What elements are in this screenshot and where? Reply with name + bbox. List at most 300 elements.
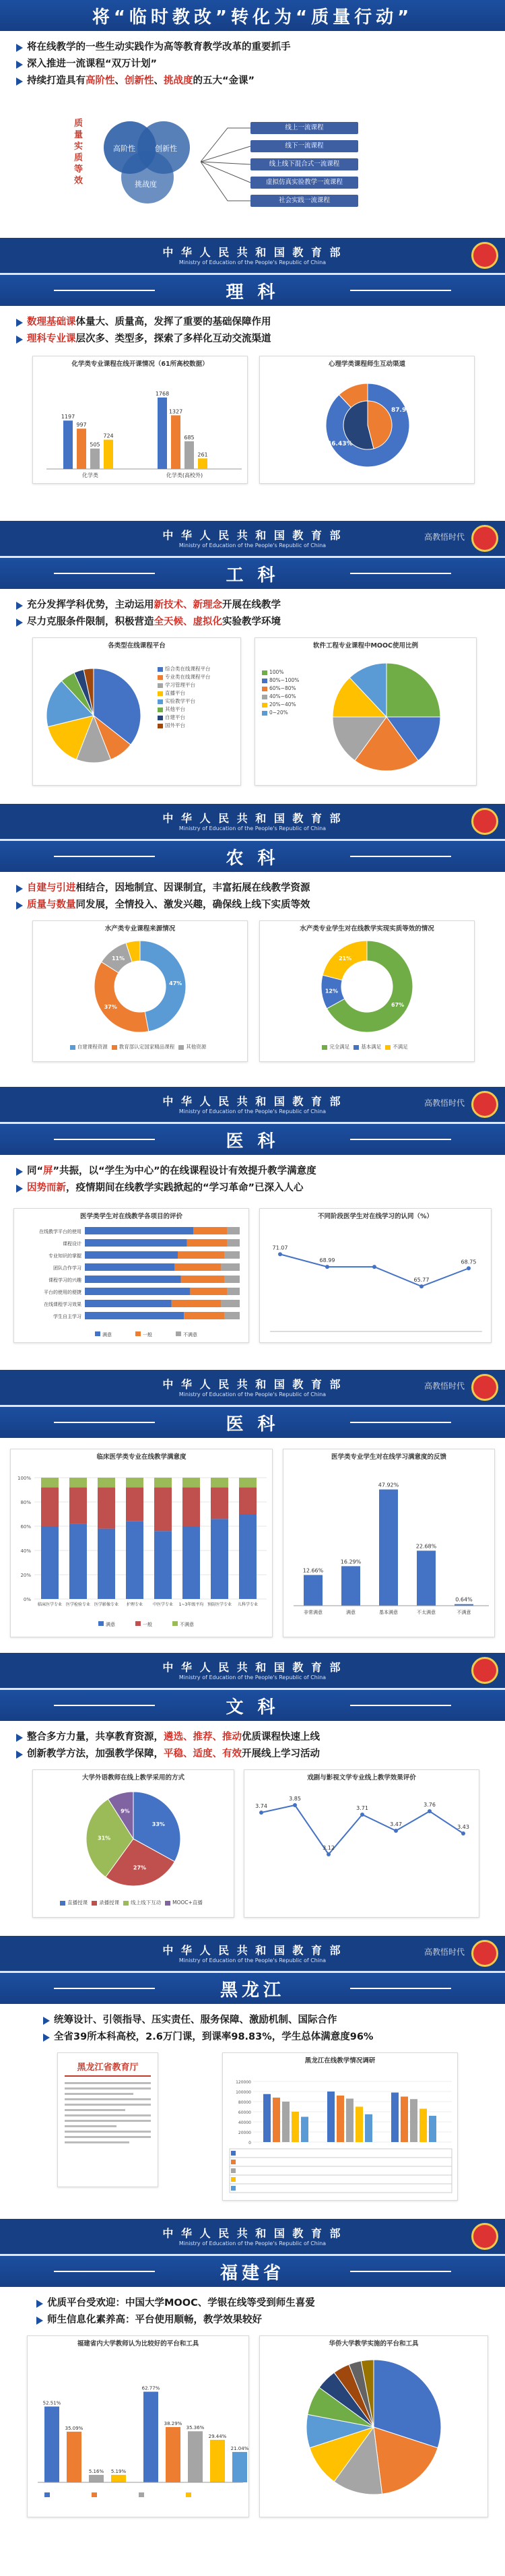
legend-swatch [231,2160,236,2164]
pie-slice [94,962,149,1032]
data-label: 52.51% [42,2400,61,2406]
bar-segment [190,1288,227,1295]
bar-segment [224,1276,240,1283]
slide-header [0,841,505,872]
bullet: 尽力克服条件限制，积极营造全天候、虚拟化实验教学环境 [0,614,505,631]
tick-label: 满意 [346,1610,356,1615]
bar [429,2116,436,2142]
bar [90,449,100,469]
legend-item: 其他资源 [178,1043,206,1051]
table-row [230,2175,452,2184]
national-emblem-icon [471,1374,498,1401]
slide-header [0,2256,505,2287]
bullet: 因势而新，疫情期间在线教学实践掀起的“学习革命”已深入人心 [0,1180,505,1197]
bar-segment [193,1227,228,1234]
chart-huaqiao-tools: 华侨大学教学实施的平台和工具 [259,2335,488,2517]
data-label: 38.29% [164,2420,182,2426]
data-label: 35.36% [186,2425,205,2431]
bar [417,1550,436,1606]
data-point [278,1252,282,1256]
footer: 中 华 人 民 共 和 国 教 育 部 Ministry of Education of the People's Republic of China [0,804,505,839]
data-point [293,1803,297,1807]
footer: 中 华 人 民 共 和 国 教 育 部 Ministry of Education of the People's Republic of China [0,238,505,273]
document-text-lines [65,2082,151,2143]
slide-title: 黑龙江 [220,1980,285,2001]
bar [166,2427,180,2482]
slide-fujian [0,2256,505,2527]
tick-label: 20000 [238,2131,251,2135]
document-thumbnail: 黑龙江省教育厅 [57,2052,158,2187]
bar-segment [178,1251,224,1259]
chart-med-recognition: 不同阶段医学生对在线学习的认同（%） 71.07 68.99 65.77 68.75 [259,1208,492,1343]
bar-segment [98,1529,115,1599]
data-label: 5.16% [88,2468,104,2474]
bar [232,2452,247,2482]
bar-segment [98,1478,115,1487]
tick-label: 化学类 [82,472,98,478]
bullet: 持续打造具有高阶性、创新性、挑战度的五大“金课” [0,73,505,90]
data-point [327,1852,331,1856]
data-label: 67% [391,1001,405,1008]
data-label: 3.74 [255,1803,267,1809]
data-label: 12% [325,988,338,995]
bullet: 创新教学方法，加强教学保障，平稳、适度、有效开展线上学习活动 [0,1746,505,1763]
bar [158,398,167,469]
data-label: 3.47 [390,1821,402,1827]
chart-psychology-interaction [259,356,475,484]
data-label: 1197 [61,414,75,420]
legend-item: 自建课程资源 [70,1043,108,1051]
slide-title: 福建省 [220,2263,285,2284]
data-label: 71.07 [272,1245,288,1251]
national-emblem-icon [471,525,498,552]
data-label: 62.77% [141,2385,160,2391]
national-emblem-icon [471,1940,498,1967]
bullet: 自建与引进相结合，因地制宜、因课制宜，丰富拓展在线教学资源 [0,880,505,897]
legend-swatch [172,1621,178,1626]
data-point [360,1813,364,1817]
legend-label: 满意 [106,1622,115,1627]
bar-segment [182,1487,200,1526]
bullet: 整合多方力量，共享教育资源，遴选、推荐、推动优质课程快速上线 [0,1729,505,1746]
bullet: 优质平台受欢迎：中国大学MOOC、学银在线等受到师生喜爱 [20,2295,505,2312]
data-label: 87.96% [391,407,417,414]
bar-segment [41,1526,59,1599]
data-label: 29.44% [208,2433,227,2439]
pie-slice [386,663,440,717]
bar [67,2432,81,2482]
data-label: 37% [104,1003,117,1010]
legend-swatch [95,1331,100,1336]
bar-segment [85,1227,193,1234]
chart-heilongjiang-survey: 黑龙江在线教学情况调研 0 20000 40000 60000 80000 100000 120000 [222,2052,458,2201]
data-label: 11% [111,955,125,962]
bar-segment [181,1276,224,1283]
data-point [461,1831,465,1835]
tick-label: 护理专业 [126,1602,143,1607]
legend-item: MOOC+直播 [165,1899,203,1907]
tick-label: 中医学专业 [152,1602,174,1607]
data-label: 68.75 [461,1259,477,1265]
bullet: 深入推进一流课程“双万计划” [0,56,505,73]
bar-segment [154,1531,172,1599]
bar [63,420,73,469]
data-label: 3.43 [457,1824,469,1830]
bar-segment [85,1276,181,1283]
slide-header [0,558,505,589]
data-point [372,1265,376,1269]
chart-platform-types: 各类型在线课程平台 综合类在线课程平台 专业类在线课程平台 学习管理平台 直播平台 实验教学平台 其他平台 自建平台 国外平台 [32,637,241,786]
bar-segment [172,1300,222,1307]
tick-label: 平台的使用的便捷 [44,1290,81,1295]
footer: 中 华 人 民 共 和 国 教 育 部 Ministry of Education of the People's Republic of China 高教悟时代 [0,1370,505,1405]
side-label: 质量实质等效 [74,119,83,186]
table-row [230,2149,452,2158]
bar [77,429,86,469]
bar-segment [239,1514,257,1599]
tick-label: 儿科学专业 [237,1602,259,1607]
data-label: 685 [184,434,195,441]
legend-swatch [92,2492,97,2497]
footer: 中 华 人 民 共 和 国 教 育 部 Ministry of Education of the People's Republic of China [0,2219,505,2254]
legend-swatch [231,2151,236,2156]
slide-title: 文 科 [226,1697,279,1718]
legend-item: 录播授课 [92,1899,119,1907]
tick-label: 60% [20,1524,31,1530]
chart-title: 化学类专业课程在线开课情况（61所高校数据） [71,360,209,368]
data-label: 5.19% [110,2468,127,2474]
legend-item: 0~20% [262,709,299,717]
tick-label: 100000 [236,2090,251,2095]
tick-label: 医学检验专业 [65,1602,91,1607]
data-label: 65.77 [413,1277,430,1284]
data-point [428,1809,432,1813]
box-virtual: 虚拟仿真实验教学一流课程 [250,177,358,189]
slide-header [0,1407,505,1438]
legend-item: 不满足 [385,1043,408,1051]
bar [391,2093,399,2143]
legend-item: 完全满足 [322,1043,349,1051]
chart-foreign-language-methods: 大学外语教师在线上教学采用的方式 33% 27% 31% 9% 直播授课 录播授课 线上线下互动 MOOC+直播 [32,1769,234,1918]
bar [410,2099,417,2142]
data-label: 724 [103,433,114,439]
slide-header [0,0,505,31]
table-row [230,2166,452,2175]
data-label: 3.85 [289,1796,301,1802]
tick-label: 课程学习的兴趣 [48,1278,81,1283]
slide-medicine-1 [0,1124,505,1407]
bullet: 理科专业课层次多、类型多，探索了多样化互动交流渠道 [0,331,505,348]
data-label: 505 [90,441,100,448]
bar-segment [211,1487,228,1519]
bar-segment [154,1478,172,1487]
legend-swatch [231,2177,236,2182]
slide-heilongjiang [0,1973,505,2256]
legend-item: 20%~40% [262,701,299,709]
data-label: 3.71 [356,1805,368,1811]
data-label: 27% [133,1864,147,1871]
bar-segment [126,1487,143,1521]
bar [89,2475,104,2482]
legend-label: 满意 [102,1332,112,1338]
bar [198,458,207,469]
bar-segment [221,1263,240,1271]
national-emblem-icon [471,2223,498,2250]
legend-item: 直播平台 [158,689,211,697]
legend-swatch [44,2492,50,2497]
bar-segment [187,1239,228,1247]
bar [210,2440,225,2482]
bullet: 同“屏”共振，以“学生为中心”的在线课程设计有效提升教学满意度 [0,1163,505,1180]
tick-label: 医学影像专业 [94,1602,119,1607]
legend-label: 一般 [143,1622,152,1627]
legend-label: 一般 [143,1332,152,1338]
tick-label: 80000 [238,2100,251,2105]
box-online: 线上一流课程 [250,122,358,134]
slide-title: 工 科 [226,565,279,586]
legend-swatch [135,1331,141,1336]
bar-segment [69,1487,87,1523]
legend-item: 基本满足 [354,1043,381,1051]
legend-item: 学习管理平台 [158,681,211,689]
bar [184,441,194,469]
chart-chemistry-courses [32,356,248,484]
legend-item: 自建平台 [158,714,211,722]
bullet: 师生信息化素养高：平台使用顺畅，教学效果较好 [20,2312,505,2329]
legend-item: 教育部认定国家精品课程 [112,1043,175,1051]
bar-segment [98,1487,115,1528]
bar-segment [85,1312,184,1319]
data-point [419,1284,424,1288]
tick-label: 0 [248,2141,251,2145]
legend-item: 60%~80% [262,685,299,693]
bar [346,2099,354,2143]
slide-header [0,275,505,306]
bar [301,2117,308,2143]
bar [337,2096,344,2142]
bar-segment [228,1288,240,1295]
chart-fujian-platforms: 福建省内大学教师认为比较好的平台和工具 52.51% 35.09% 5.16% 5.19% 62.77% 38.29% 35.36% 29.44% 21.04% [27,2335,249,2517]
legend-item: 国外平台 [158,722,211,730]
legend-label: 不满意 [180,1622,194,1627]
data-label: 68.99 [319,1257,335,1264]
bar [263,2094,271,2142]
bar-segment [224,1312,240,1319]
chart-med-evaluation: 医学类学生对在线教学各项目的评价 在线教学平台的使用 课程设计 专业知识的掌握 团队合作学习 课程学习的兴趣 平台的使用的便捷 在线课程学习效果 学生自主学习 满意 一般 不满意 [13,1208,249,1343]
bar-segment [174,1263,221,1271]
national-emblem-icon [471,1091,498,1118]
bar-segment [224,1251,240,1259]
box-social: 社会实践一流课程 [250,195,358,207]
bar [365,2114,372,2142]
legend-item: 40%~60% [262,693,299,701]
bar [44,2406,59,2482]
data-point [467,1266,471,1270]
slide-medicine-2 [0,1407,505,1690]
national-emblem-icon [471,808,498,835]
bar-segment [85,1239,187,1247]
legend-item: 综合类在线课程平台 [158,665,211,673]
slide-title: 医 科 [226,1131,279,1152]
tick-label: 在线课程学习效果 [44,1302,81,1307]
data-label: 1327 [168,408,183,415]
slide-title: 农 科 [226,848,279,869]
bar-segment [239,1478,257,1487]
bar-segment [41,1478,59,1487]
slide-title: 医 科 [226,1414,279,1435]
bullet: 将在线教学的一些生动实践作为高等教育教学改革的重要抓手 [0,39,505,56]
chart-student-feedback: 医学类专业学生对在线学习满意度的反馈 12.66% 非常满意 16.29% 满意 47.92% 基本满意 22.68% 不太满意 0.64% 不满意 [283,1449,495,1637]
bar [143,2391,158,2482]
legend-item: 80%~100% [262,677,299,685]
data-label: 997 [76,422,87,429]
tick-label: 1~3年级平均 [178,1602,204,1607]
tick-label: 学生自主学习 [53,1314,81,1319]
bar [171,415,180,469]
bar [111,2475,126,2482]
chart-mooc-usage: 软件工程专业课程中MOOC使用比例 100% 80%~100% 60%~80% 40%~60% 20%~40% 0~20% [255,637,477,786]
legend-item: 线上线下互动 [123,1899,161,1907]
national-emblem-icon [471,1657,498,1684]
tick-label: 40% [20,1548,31,1554]
national-emblem-icon [471,242,498,269]
data-label: 9% [121,1808,130,1815]
bar [341,1566,360,1606]
legend-swatch [176,1331,181,1336]
bar-segment [69,1523,87,1599]
slide-quality-action [0,0,505,275]
bar-segment [126,1478,143,1487]
bullet: 数理基础课体量大、质量高，发挥了重要的基础保障作用 [0,314,505,331]
bar [419,2109,427,2143]
bar [282,2102,290,2142]
data-label: 21.04% [230,2445,248,2451]
bar [292,2112,299,2142]
bar-segment [85,1300,172,1307]
legend-swatch [135,1621,141,1626]
tick-label: 0% [23,1597,31,1602]
data-point [394,1829,398,1833]
tick-label: 40000 [238,2121,251,2125]
data-label: 46.43% [327,441,353,447]
data-point [325,1265,329,1269]
data-label: 0.64% [455,1596,473,1603]
bullet: 全省39所本科高校，2.6万门课，到课率98.83%，学生总体满意度96% [27,2029,505,2046]
bar-segment [228,1239,240,1247]
slide-science [0,275,505,558]
circle-tiaozhan [121,151,174,203]
bar-segment [228,1227,240,1234]
chart-course-sources: 水产类专业课程来源情况 47% 37% 11% 自建课程资源 教育部认定国家精品课程 其他资源 [32,920,248,1062]
tick-label: 60000 [238,2110,251,2115]
data-point [259,1811,263,1815]
bar-segment [221,1300,240,1307]
legend-swatch [98,1621,104,1626]
tick-label: 不太满意 [417,1610,436,1615]
box-offline: 线下一流课程 [250,140,358,152]
bullet: 质量与数量同发展，全情投入、激发兴趣，确保线上线下实质等效 [0,897,505,914]
bar-segment [211,1478,228,1487]
tick-label: 基本满意 [379,1610,398,1615]
tick-label: 课程设计 [63,1241,81,1247]
tick-label: 在线教学平台的使用 [39,1229,81,1234]
tick-label: 团队合作学习 [53,1265,81,1271]
data-label: 3.76 [424,1802,436,1808]
bar [188,2431,203,2482]
bar [327,2092,335,2142]
bar-segment [182,1526,200,1599]
chart-title: 心理学类课程师生互动渠道 [328,360,405,368]
bar-segment [211,1519,228,1599]
data-label: 3.12 [323,1845,335,1851]
bar [379,1489,398,1606]
tick-label: 20% [20,1573,31,1578]
bar-segment [85,1251,178,1259]
bar [401,2097,408,2143]
tick-label: 预防医学专业 [207,1602,232,1607]
data-label: 21% [338,955,352,962]
legend-item: 专业类在线课程平台 [158,673,211,681]
slide-header [0,1690,505,1721]
slide-title: 理 科 [226,282,279,303]
tick-label: 120000 [236,2080,251,2085]
footer: 中 华 人 民 共 和 国 教 育 部 Ministry of Education of the People's Republic of China 高教悟时代 [0,1087,505,1122]
data-label: 35.09% [65,2425,83,2431]
table-row [230,2184,452,2193]
slide-header [0,1973,505,2004]
data-label: 47.92% [378,1482,399,1488]
footer: 中 华 人 民 共 和 国 教 育 部 Ministry of Education of the People's Republic of China 高教悟时代 [0,521,505,556]
tick-label: 不满意 [457,1610,471,1615]
tick-label: 80% [20,1500,31,1505]
bar-segment [184,1312,224,1319]
slide-liberal-arts [0,1690,505,1973]
series-line [261,1805,463,1854]
bullet: 充分发挥学科优势，主动运用新技术、新理念开展在线教学 [0,597,505,614]
data-label: 33% [152,1821,165,1827]
tick-label: 化学类(高校外) [166,472,203,478]
legend-item: 其他平台 [158,705,211,714]
data-label: 31% [98,1835,111,1842]
legend-swatch [139,2492,144,2497]
chart-equivalence: 水产类专业学生对在线教学实现实质等效的情况 67% 12% 21% 完全满足 基本满足 不满足 [259,920,475,1062]
chart-clinical-satisfaction: 临床医学类专业在线教学满意度 0% 20% 40% 60% 80% 100% 临床医学专业 医学检验专业 医学影像专业 护理专业 中医学专业 1~3年级平均 预防医学专业 儿科学专业 满意 一般 不满意 [10,1449,273,1637]
legend-swatch [231,2186,236,2191]
bar-segment [154,1487,172,1531]
bar-segment [182,1478,200,1487]
chart-drama-evaluation: 戏剧与影视文学专业线上教学效果评价 3.74 3.85 3.12 3.71 3.47 3.76 3.43 [244,1769,479,1918]
bar-segment [41,1487,59,1526]
slide-title: 将“临时教改”转化为“质量行动” [92,7,413,28]
box-hybrid: 线上线下混合式一流课程 [250,158,358,170]
data-label: 12.66% [302,1567,324,1574]
data-label: 47% [169,980,182,987]
legend-item: 100% [262,668,299,677]
bar [273,2098,280,2142]
tick-label: 非常满意 [304,1610,323,1615]
bullet: 统筹设计、引领指导、压实责任、服务保障、激励机制、国际合作 [27,2012,505,2029]
table-row [230,2158,452,2166]
legend-item: 实验教学平台 [158,697,211,705]
data-label: 261 [197,451,208,458]
golden-course-diagram: 高阶性 创新性 挑战度 [100,115,201,212]
data-label: 1768 [155,390,170,397]
bar-segment [69,1478,87,1487]
series-line [280,1254,469,1286]
connector-lines [201,121,255,209]
data-label: 16.29% [340,1559,362,1565]
bar [304,1575,323,1606]
